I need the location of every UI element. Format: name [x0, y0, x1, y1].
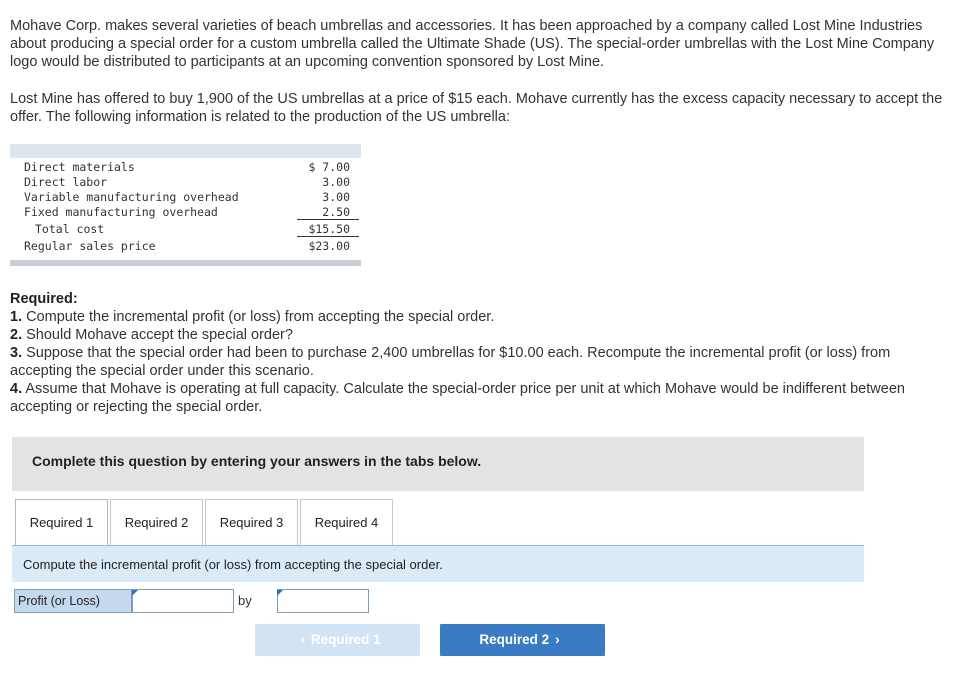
item-number: 1.	[10, 309, 23, 325]
input-flag-icon	[132, 590, 138, 596]
item-text: Compute the incremental profit (or loss) from accepting the special order.	[26, 309, 495, 325]
instructions-banner	[12, 437, 864, 491]
item-number: 4.	[10, 381, 23, 397]
item-number: 2.	[10, 327, 23, 343]
row-label: Direct labor	[24, 175, 108, 189]
tab-required-3[interactable]: Required 3	[205, 499, 298, 545]
required-item-1	[10, 308, 955, 326]
intro-paragraph-2: Lost Mine has offered to buy 1,900 of the US umbrellas at a price of $15 each. Mohave currently has the excess capacity necessary to accept the offer. The following information is related to the production of the US umbrella:	[10, 91, 943, 125]
answer-input-1[interactable]	[132, 589, 234, 613]
required-item-2	[10, 326, 955, 344]
chevron-left-icon: ‹	[300, 632, 305, 647]
item-number: 3.	[10, 345, 23, 361]
row-label: Direct materials	[24, 160, 135, 174]
item-text: Suppose that the special order had been to purchase 2,400 umbrellas for $10.00 each. Recompute the incremental profit (or loss) from accepting the special order under this scenario.	[10, 345, 891, 379]
tab-instruction	[12, 546, 864, 582]
instruction-text: Compute the incremental profit (or loss) from accepting the special order.	[23, 557, 443, 572]
table-row	[10, 160, 361, 176]
row-value: $15.50	[308, 222, 350, 236]
row-value: $23.00	[308, 239, 350, 253]
table-row	[10, 190, 361, 206]
next-required-button[interactable]	[440, 624, 605, 656]
prev-required-button[interactable]	[255, 624, 420, 656]
row-label: Total cost	[35, 222, 105, 236]
table-bottom-band	[10, 260, 361, 266]
banner-text: Complete this question by entering your answers in the tabs below.	[32, 453, 482, 469]
row-label: Regular sales price	[24, 239, 156, 253]
next-label: Required 2	[479, 632, 550, 647]
tab-required-1[interactable]: Required 1	[15, 499, 108, 547]
item-text: Assume that Mohave is operating at full capacity. Calculate the special-order price per unit at which Mohave would be indifferent between accepting or rejecting the special order.	[10, 381, 905, 415]
total-rule	[297, 236, 359, 237]
row-value: 3.00	[322, 175, 350, 189]
row-label: Fixed manufacturing overhead	[24, 205, 218, 219]
table-row	[10, 175, 361, 191]
required-item-3	[10, 344, 955, 380]
row-value: 3.00	[322, 190, 350, 204]
tab-required-2[interactable]: Required 2	[110, 499, 203, 545]
table-row	[10, 239, 361, 255]
row-value: $ 7.00	[308, 160, 350, 174]
required-section	[10, 290, 955, 416]
required-heading: Required:	[10, 291, 78, 307]
by-label: by	[238, 593, 252, 608]
subtotal-rule	[297, 219, 359, 220]
tab-required-4[interactable]: Required 4	[300, 499, 393, 545]
profit-loss-dropdown[interactable]: Profit (or Loss)	[14, 589, 132, 613]
answer-input-2[interactable]	[277, 589, 369, 613]
input-flag-icon	[277, 590, 283, 596]
row-value: 2.50	[322, 205, 350, 219]
prev-label: Required 1	[310, 632, 381, 647]
required-item-4	[10, 380, 955, 416]
table-top-band	[10, 144, 361, 158]
row-label: Variable manufacturing overhead	[24, 190, 239, 204]
intro-paragraph-1: Mohave Corp. makes several varieties of beach umbrellas and accessories. It has been approached by a company called Lost Mine Industries about producing a special order for a custom umbrella called the Ultimate Shade (US). The special-order umbrellas with the Lost Mine Company logo would be distributed to participants at an upcoming convention sponsored by Lost Mine.	[10, 18, 935, 70]
item-text: Should Mohave accept the special order?	[26, 327, 293, 343]
chevron-right-icon: ›	[555, 632, 560, 647]
cost-table	[10, 144, 361, 266]
